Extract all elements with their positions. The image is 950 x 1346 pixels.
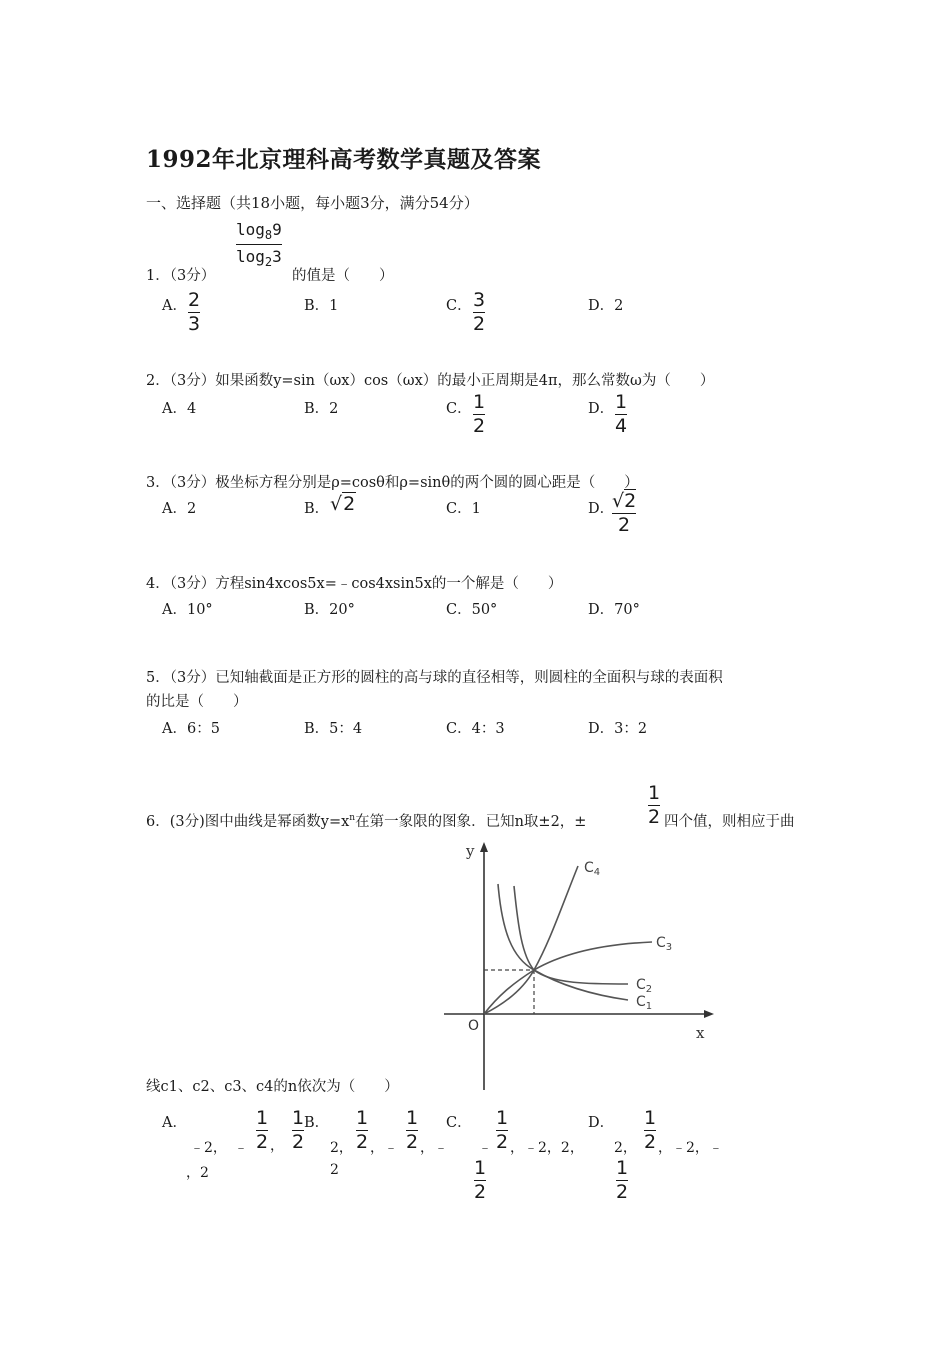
q6-option-a-frac1: 1 2	[256, 1107, 269, 1153]
q4-option-c: C．50°	[446, 602, 498, 618]
q6-option-a-comma: ，	[270, 1138, 284, 1154]
y-axis-arrow	[480, 842, 488, 852]
q1-option-a-fraction: 2 3	[188, 289, 201, 335]
q6-text-line2: 线c1、c2、c3、c4的n依次为（ ）	[146, 1079, 399, 1095]
c4-label: $C_4$	[584, 860, 601, 878]
q5-text-line1: 5．（3分）已知轴截面是正方形的圆柱的高与球的直径相等，则圆柱的全面积与球的表面积	[146, 670, 723, 686]
q3-option-a: A．2	[162, 501, 197, 517]
q5-option-b: B．5：4	[304, 721, 363, 737]
power-function-graph	[440, 836, 720, 1092]
q6-option-b-frac1: 1 2	[356, 1107, 369, 1153]
q5-option-d: D．3：2	[588, 721, 648, 737]
q2-option-b: B．2	[304, 401, 339, 417]
q6-fraction-half: 1 2	[648, 782, 661, 828]
page-title: 1992年北京理科高考数学真题及答案	[146, 146, 542, 173]
q6-option-a-minus: ﹣	[234, 1140, 248, 1156]
q6-option-c-term2: ，﹣2，2，	[510, 1140, 584, 1156]
q1-prefix: 1．（3分）	[146, 268, 216, 284]
q6-option-b-term4: 2	[330, 1162, 339, 1178]
q2-text: 2．（3分）如果函数y=sin（ωx）cos（ωx）的最小正周期是4π，那么常数ω为（ ）	[146, 373, 715, 389]
q6-option-a-label: A．	[162, 1115, 187, 1131]
q6-option-c-label: C．	[446, 1115, 472, 1131]
q1-option-d: D．2	[588, 298, 624, 314]
section-heading: 一、选择题（共18小题，每小题3分，满分54分）	[146, 194, 479, 212]
q6-text-line1: 6．(3分)图中曲线是幂函数$y=x^n$在第一象限的图象．已知n取±2，±	[146, 813, 587, 830]
q6-option-d-frac2: 1 2	[616, 1157, 629, 1203]
q3-option-d-label: D．	[588, 501, 615, 517]
x-axis-label: x	[696, 1024, 705, 1042]
q6-option-b-term2: ，﹣	[370, 1140, 398, 1156]
q4-text: 4．（3分）方程sin4xcos5x=﹣cos4xsin5x的一个解是（ ）	[146, 576, 563, 592]
y-axis-label: y	[466, 842, 475, 860]
q3-text: 3．（3分）极坐标方程分别是ρ=cosθ和ρ=sinθ的两个圆的圆心距是（ ）	[146, 475, 639, 491]
q4-option-b: B．20°	[304, 602, 355, 618]
q6-option-d-label: D．	[588, 1115, 615, 1131]
q1-suffix: 的值是（ ）	[292, 268, 394, 284]
q6-option-a-frac2: 1 2	[292, 1107, 305, 1153]
curve-c2	[514, 886, 628, 984]
q4-option-a: A．10°	[162, 602, 213, 618]
q6-option-b-term3: ，﹣	[420, 1140, 448, 1156]
q6-option-b-frac2: 1 2	[406, 1107, 419, 1153]
q2-option-a: A．4	[162, 401, 197, 417]
origin-label: O	[468, 1018, 480, 1034]
q6-option-d-term2: ，﹣2，﹣	[658, 1140, 723, 1156]
q6-option-c-frac2: 1 2	[474, 1157, 487, 1203]
q1-option-a-label: A．	[162, 298, 187, 314]
q3-option-b-sqrt: √2	[330, 493, 356, 515]
q5-option-c: C．4：3	[446, 721, 505, 737]
q1-option-c-fraction: 3 2	[473, 289, 486, 335]
q3-option-d-fraction: √2 2	[612, 490, 637, 536]
q2-option-d-label: D．	[588, 401, 615, 417]
q6-option-c-frac1: 1 2	[496, 1107, 509, 1153]
q1-option-c-label: C．	[446, 298, 472, 314]
c1-label: $C_1$	[636, 994, 653, 1012]
x-axis-arrow	[704, 1010, 714, 1018]
q6-option-b-term1: 2，	[330, 1140, 353, 1156]
q5-text-line2: 的比是（ ）	[146, 694, 248, 710]
q6-option-a-term3: ，2	[186, 1165, 209, 1181]
q5-option-a: A．6：5	[162, 721, 220, 737]
q6-option-c-minus: ﹣	[478, 1140, 492, 1156]
q2-option-d-fraction: 1 4	[615, 391, 628, 437]
q2-option-c-fraction: 1 2	[473, 391, 486, 437]
q2-option-c-label: C．	[446, 401, 472, 417]
q6-option-a-term1: ﹣2，	[190, 1140, 227, 1156]
q6-option-d-term1: 2，	[614, 1140, 637, 1156]
c2-label: $C_2$	[636, 977, 653, 995]
q1-log-fraction: $\log_89$ $\log_23$	[236, 220, 282, 270]
q4-option-d: D．70°	[588, 602, 640, 618]
q6-text-line1-end: 四个值，则相应于曲	[664, 814, 795, 830]
q3-option-b-label: B．	[304, 501, 330, 517]
q1-option-b: B．1	[304, 298, 339, 314]
c3-label: $C_3$	[656, 935, 673, 953]
q6-option-d-frac1: 1 2	[644, 1107, 657, 1153]
q6-option-b-label: B．	[304, 1115, 330, 1131]
q3-option-c: C．1	[446, 501, 481, 517]
curve-c1	[498, 884, 628, 1000]
curve-c3	[484, 942, 652, 1014]
